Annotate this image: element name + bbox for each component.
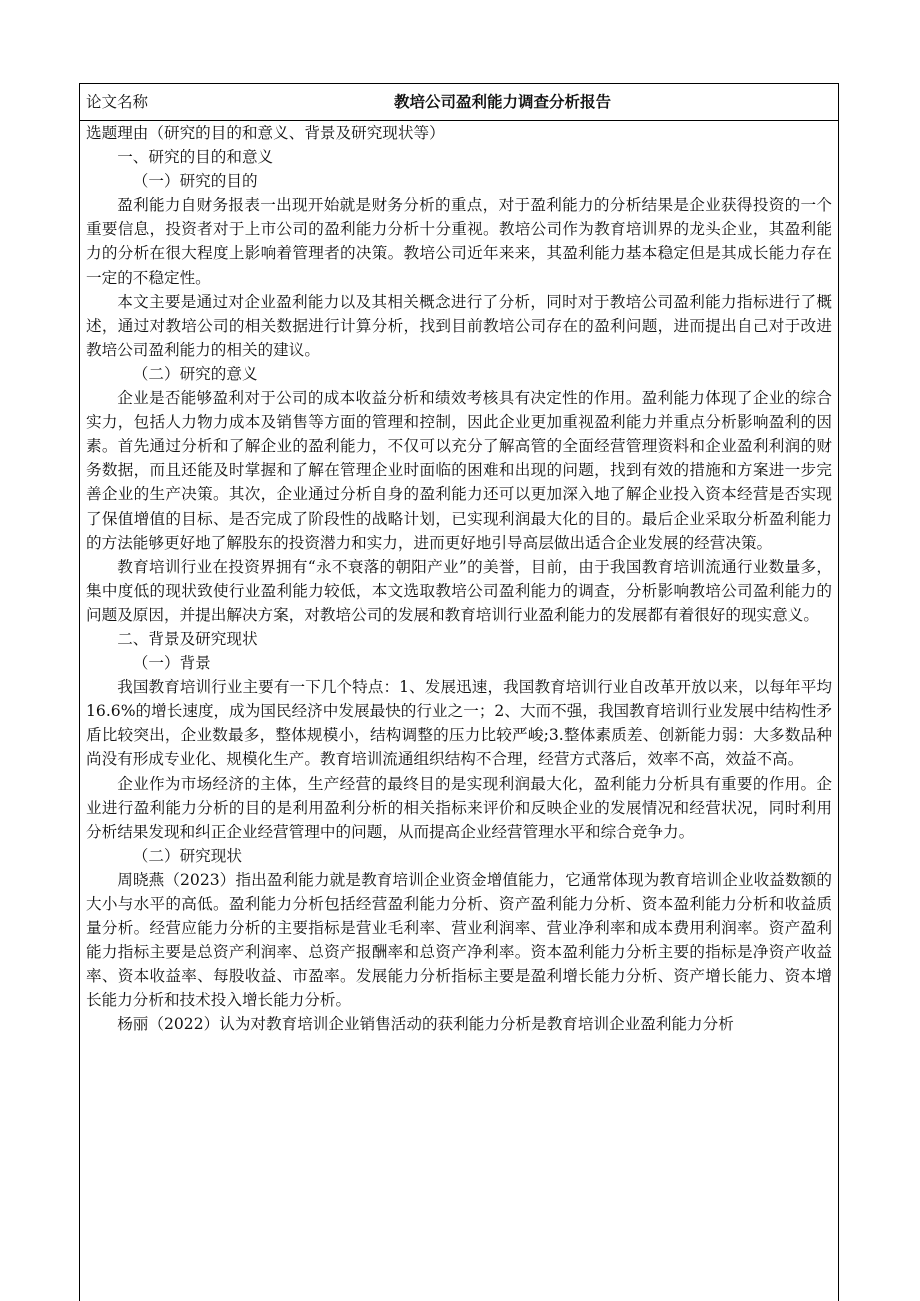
subsection-heading: （一）研究的目的 (132, 172, 258, 191)
paragraph: 企业是否能够盈利对于公司的成本收益分析和绩效考核具有决定性的作用。盈利能力体现了企业的综合实力，包括人力物力成本及销售等方面的管理和控制，因此企业更加重视盈利能力并重点分析影响盈利的因素。首先通过分析和了解企业的盈利能力，不仅可以充分了解高管的全面经营管理资料和企业盈利利润的财务数据，而且还能及时掌握和了解在管理企业时面临的困难和出现的问题，找到有效的措施和方案进一步完善企业的生产决策。其次，企业通过分析自身的盈利能力还可以更加深入地了解企业投入资本经营是否实现了保值增值的目标、是否完成了阶段性的战略计划，已实现利润最大化的目的。最后企业采取分析盈利能力的方法能够更好地了解股东的投资潜力和实力，进而更好地引导高层做出适合企业发展的经营决策。 (86, 389, 832, 552)
reason-heading: 选题理由（研究的目的和意义、背景及研究现状等） (86, 124, 445, 142)
paragraph: 企业作为市场经济的主体，生产经营的最终目的是实现利润最大化，盈利能力分析具有重要的作用。企业进行盈利能力分析的目的是利用盈利分析的相关指标来评价和反映企业的发展情况和经营状况，同时利用分析结果发现和纠正企业经营管理中的问题，从而提高企业经营管理水平和综合竞争力。 (86, 774, 832, 841)
subsection-heading: （二）研究现状 (132, 846, 242, 865)
thesis-title: 教培公司盈利能力调查分析报告 (394, 93, 612, 111)
paragraph: 本文主要是通过对企业盈利能力以及其相关概念进行了分析，同时对于教培公司盈利能力指标进行了概述，通过对教培公司的相关数据进行计算分析，找到目前教培公司存在的盈利问题，进而提出自己对于改进教培公司盈利能力的相关的建议。 (86, 292, 832, 359)
title-row (80, 84, 838, 121)
paragraph: 周晓燕（2023）指出盈利能力就是教育培训企业资金增值能力，它通常体现为教育培训企业收益数额的大小与水平的高低。盈利能力分析包括经营盈利能力分析、资产盈利能力分析、资本盈利能力分析和收益质量分析。经营应能力分析的主要指标是营业毛利率、营业利润率、营业净利率和成本费用利润率。资产盈利能力指标主要是总资产利润率、总资产报酬率和总资产净利率。资本盈利能力分析主要的指标是净资产收益率、资本收益率、每股收益、市盈率。发展能力分析指标主要是盈利增长能力分析、资产增长能力、资本增长能力分析和技术投入增长能力分析。 (86, 870, 832, 1010)
section-heading: 二、背景及研究现状 (117, 629, 258, 648)
subsection-heading: （一）背景 (132, 654, 211, 673)
thesis-name-label: 论文名称 (86, 93, 149, 111)
document-body (80, 121, 838, 1037)
paragraph: 杨丽（2022）认为对教育培训企业销售活动的获利能力分析是教育培训企业盈利能力分析 (117, 1015, 734, 1034)
subsection-heading: （二）研究的意义 (132, 364, 258, 383)
paragraph: 教育培训行业在投资界拥有“永不衰落的朝阳产业”的美誉，目前，由于我国教育培训流通行业数量多，集中度低的现状致使行业盈利能力较低，本文选取教培公司盈利能力的调查，分析影响教培公司盈利能力的问题及原因，并提出解决方案，对教培公司的发展和教育培训行业盈利能力的发展都有着很好的现实意义。 (86, 557, 832, 624)
section-heading: 一、研究的目的和意义 (117, 148, 274, 167)
paragraph: 我国教育培训行业主要有一下几个特点：1、发展迅速，我国教育培训行业自改革开放以来，以每年平均 16.6%的增长速度，成为国民经济中发展最快的行业之一；2、大而不强，我国教育培训行业发展中结构性矛盾比较突出，企业数最多，整体规模小，结构调整的压力比较严峻;3.整体素质差、创新能力弱：大多数品种尚没有形成专业化、规模化生产。教育培训流通组织结构不合理，经营方式落后，效率不高，效益不高。 (86, 678, 832, 769)
paragraph: 盈利能力自财务报表一出现开始就是财务分析的重点，对于盈利能力的分析结果是企业获得投资的一个重要信息，投资者对于上市公司的盈利能力分析十分重视。教培公司作为教育培训界的龙头企业，其盈利能力的分析在很大程度上影响着管理者的决策。教培公司近年来来，其盈利能力基本稳定但是其成长能力存在一定的不稳定性。 (86, 196, 832, 287)
report-page (79, 83, 839, 1301)
